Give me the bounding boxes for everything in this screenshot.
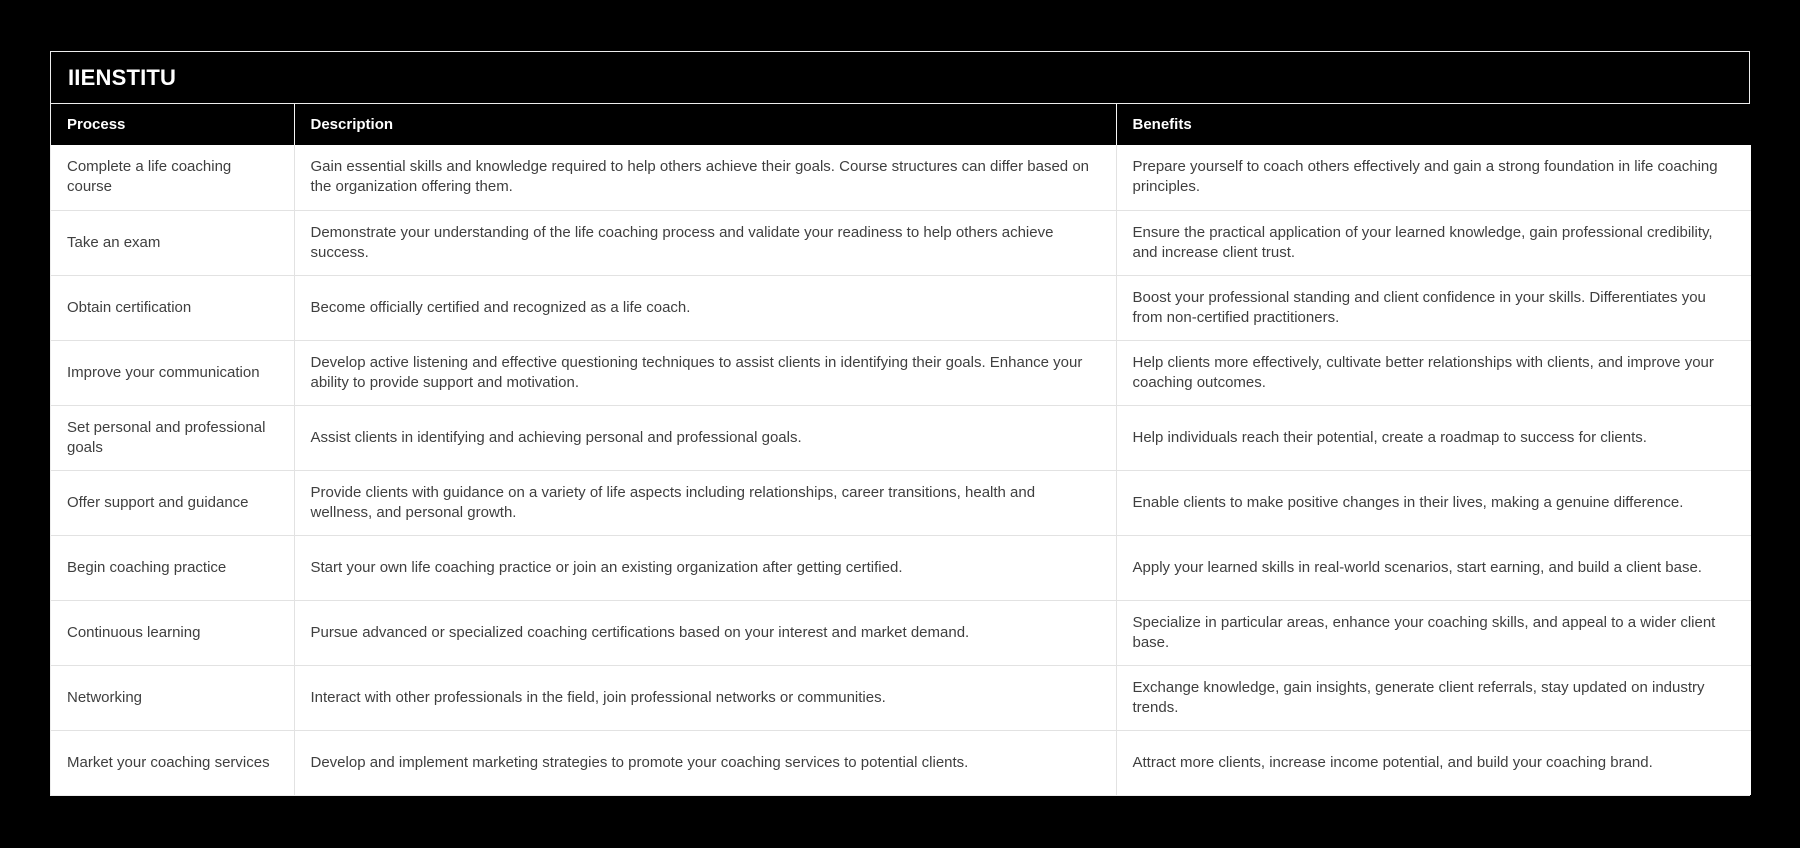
table-header-row xyxy=(51,104,1751,145)
process-cell: Obtain certification xyxy=(51,275,294,340)
process-cell: Continuous learning xyxy=(51,600,294,665)
column-header-benefits: Benefits xyxy=(1116,104,1751,145)
table-header xyxy=(51,104,1751,145)
benefits-cell: Specialize in particular areas, enhance your coaching skills, and appeal to a wider client base. xyxy=(1116,600,1751,665)
benefits-cell: Prepare yourself to coach others effectively and gain a strong foundation in life coaching principles. xyxy=(1116,145,1751,210)
description-cell: Develop and implement marketing strategies to promote your coaching services to potential clients. xyxy=(294,730,1116,795)
table-row xyxy=(51,275,1751,340)
table-row xyxy=(51,340,1751,405)
table-row xyxy=(51,405,1751,470)
process-cell: Set personal and professional goals xyxy=(51,405,294,470)
benefits-cell: Ensure the practical application of your learned knowledge, gain professional credibility, and increase client trust. xyxy=(1116,210,1751,275)
process-cell: Market your coaching services xyxy=(51,730,294,795)
process-cell: Take an exam xyxy=(51,210,294,275)
process-cell: Offer support and guidance xyxy=(51,470,294,535)
description-cell: Become officially certified and recognized as a life coach. xyxy=(294,275,1116,340)
benefits-cell: Attract more clients, increase income potential, and build your coaching brand. xyxy=(1116,730,1751,795)
process-table xyxy=(51,104,1751,795)
table-row xyxy=(51,730,1751,795)
description-cell: Interact with other professionals in the field, join professional networks or communities. xyxy=(294,665,1116,730)
description-cell: Develop active listening and effective questioning techniques to assist clients in identifying their goals. Enhance your ability to provide support and motivation. xyxy=(294,340,1116,405)
description-cell: Gain essential skills and knowledge required to help others achieve their goals. Course structures can differ based on the organization offering them. xyxy=(294,145,1116,210)
table-row xyxy=(51,535,1751,600)
benefits-cell: Help clients more effectively, cultivate better relationships with clients, and improve your coaching outcomes. xyxy=(1116,340,1751,405)
process-cell: Networking xyxy=(51,665,294,730)
table-row xyxy=(51,470,1751,535)
column-header-process: Process xyxy=(51,104,294,145)
benefits-cell: Boost your professional standing and client confidence in your skills. Differentiates you from non-certified practitioners. xyxy=(1116,275,1751,340)
table-row xyxy=(51,665,1751,730)
column-header-description: Description xyxy=(294,104,1116,145)
description-cell: Demonstrate your understanding of the life coaching process and validate your readiness to help others achieve success. xyxy=(294,210,1116,275)
benefits-cell: Apply your learned skills in real-world scenarios, start earning, and build a client base. xyxy=(1116,535,1751,600)
page-title: IIENSTITU xyxy=(68,64,177,90)
description-cell: Start your own life coaching practice or join an existing organization after getting certified. xyxy=(294,535,1116,600)
table-row xyxy=(51,145,1751,210)
table-body xyxy=(51,145,1751,795)
title-bar xyxy=(51,52,1749,104)
content-frame xyxy=(50,51,1750,796)
benefits-cell: Help individuals reach their potential, create a roadmap to success for clients. xyxy=(1116,405,1751,470)
process-cell: Complete a life coaching course xyxy=(51,145,294,210)
table-row xyxy=(51,600,1751,665)
table-row xyxy=(51,210,1751,275)
benefits-cell: Exchange knowledge, gain insights, generate client referrals, stay updated on industry trends. xyxy=(1116,665,1751,730)
process-cell: Improve your communication xyxy=(51,340,294,405)
description-cell: Assist clients in identifying and achieving personal and professional goals. xyxy=(294,405,1116,470)
description-cell: Provide clients with guidance on a variety of life aspects including relationships, career transitions, health and wellness, and personal growth. xyxy=(294,470,1116,535)
process-cell: Begin coaching practice xyxy=(51,535,294,600)
description-cell: Pursue advanced or specialized coaching certifications based on your interest and market demand. xyxy=(294,600,1116,665)
benefits-cell: Enable clients to make positive changes in their lives, making a genuine difference. xyxy=(1116,470,1751,535)
